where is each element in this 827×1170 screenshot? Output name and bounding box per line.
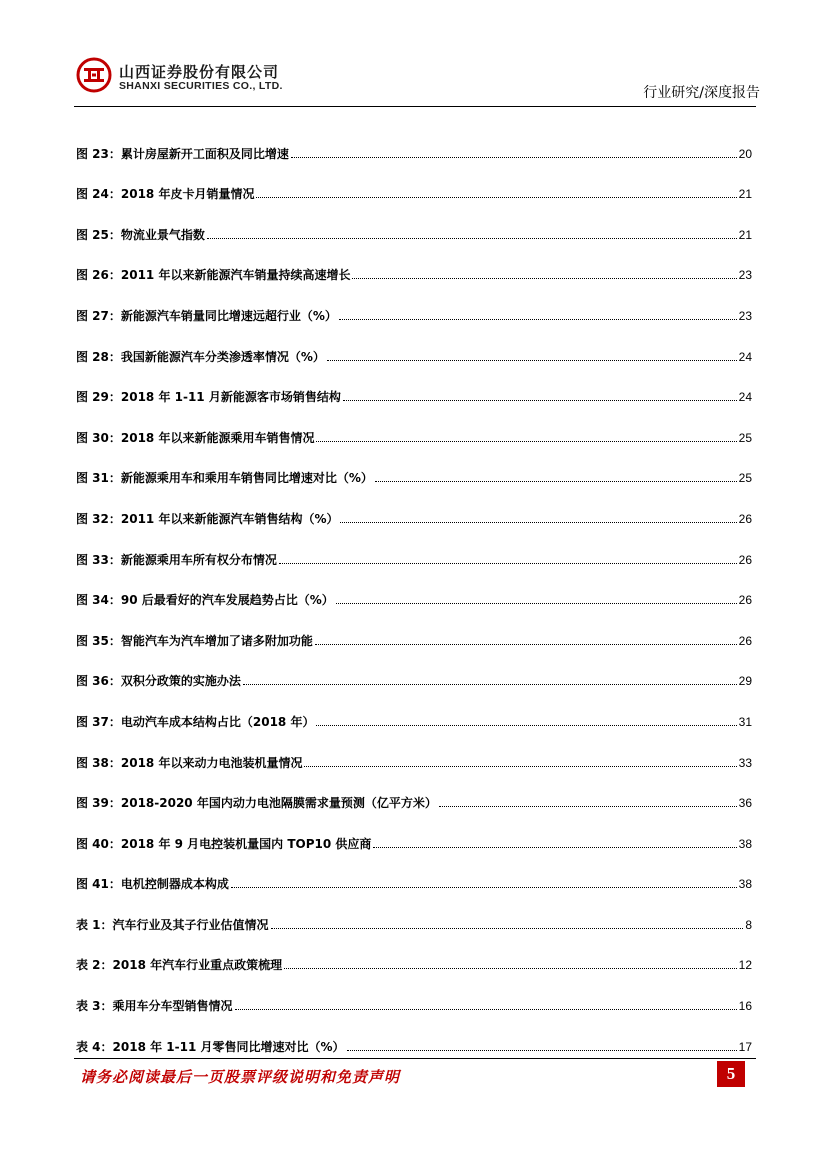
toc-entry[interactable]	[76, 607, 752, 648]
toc-entry-title: 图 31：新能源乘用车和乘用车销售同比增速对比（%）	[76, 471, 373, 486]
toc-entry-page: 26	[738, 552, 752, 567]
toc-entry[interactable]	[76, 851, 752, 892]
toc-entry-page: 21	[738, 187, 752, 202]
company-name-cn: 山西证券股份有限公司	[119, 63, 280, 81]
report-type: 行业研究/深度报告	[643, 85, 760, 101]
toc-entry[interactable]	[76, 1013, 752, 1054]
header-divider	[74, 106, 756, 107]
toc-dot-leader	[315, 644, 737, 645]
toc-entry[interactable]	[76, 932, 752, 973]
toc-entry-page: 29	[738, 674, 752, 689]
toc-dot-leader	[340, 522, 736, 523]
toc-dot-leader	[373, 847, 736, 848]
toc-entry[interactable]	[76, 770, 752, 811]
toc-dot-leader	[256, 197, 736, 198]
toc-dot-leader	[343, 400, 737, 401]
disclaimer-text: 请务必阅读最后一页股票评级说明和免责声明	[80, 1068, 401, 1086]
toc-entry-title: 图 35：智能汽车为汽车增加了诸多附加功能	[76, 633, 313, 648]
toc-dot-leader	[316, 441, 736, 442]
toc-entry-page: 17	[738, 1039, 752, 1054]
company-name-en: SHANXI SECURITIES CO., LTD.	[119, 80, 283, 92]
toc-dot-leader	[327, 360, 737, 361]
toc-entry-title: 图 36：双积分政策的实施办法	[76, 674, 241, 689]
toc-entry-page: 24	[738, 390, 752, 405]
toc-dot-leader	[347, 1050, 737, 1051]
toc-entry-title: 图 23：累计房屋新开工面积及同比增速	[76, 146, 289, 161]
toc-dot-leader	[336, 603, 737, 604]
toc-entry[interactable]	[76, 526, 752, 567]
toc-dot-leader	[231, 887, 737, 888]
toc-entry[interactable]	[76, 485, 752, 526]
toc-entry-page: 31	[738, 714, 752, 729]
toc-entry-page: 26	[738, 593, 752, 608]
toc-dot-leader	[279, 563, 737, 564]
toc-entry-page: 25	[738, 430, 752, 445]
toc-entry[interactable]	[76, 972, 752, 1013]
toc-entry-title: 图 32：2011 年以来新能源汽车销售结构（%）	[76, 511, 339, 526]
toc-entry-page: 23	[738, 268, 752, 283]
toc-entry[interactable]	[76, 242, 752, 283]
toc-entry-page: 38	[738, 877, 752, 892]
toc-entry[interactable]	[76, 567, 752, 608]
toc-dot-leader	[243, 684, 737, 685]
toc-entry-page: 24	[738, 349, 752, 364]
toc-entry[interactable]	[76, 323, 752, 364]
toc-entry[interactable]	[76, 648, 752, 689]
toc-entry-title: 图 40：2018 年 9 月电控装机量国内 TOP10 供应商	[76, 836, 372, 851]
toc-entry-title: 图 30：2018 年以来新能源乘用车销售情况	[76, 430, 315, 445]
toc-entry-title: 表 1：汽车行业及其子行业估值情况	[76, 917, 269, 932]
toc-entry-page: 36	[738, 796, 752, 811]
toc-entry-page: 21	[738, 227, 752, 242]
toc-entry-title: 图 25：物流业景气指数	[76, 227, 205, 242]
toc-entry-page: 38	[738, 836, 752, 851]
toc-dot-leader	[316, 725, 736, 726]
toc-entry-page: 23	[738, 308, 752, 323]
toc-entry-title: 表 2：2018 年汽车行业重点政策梳理	[76, 958, 283, 973]
page-number: 5	[717, 1061, 745, 1087]
toc-entry-page: 20	[738, 146, 752, 161]
toc-entry[interactable]	[76, 810, 752, 851]
toc-entry-title: 图 26：2011 年以来新能源汽车销量持续高速增长	[76, 268, 351, 283]
toc-entry-title: 图 28：我国新能源汽车分类渗透率情况（%）	[76, 349, 325, 364]
toc-entry[interactable]	[76, 282, 752, 323]
toc-entry-page: 12	[738, 958, 752, 973]
toc-entry[interactable]	[76, 201, 752, 242]
toc-entry-title: 表 4：2018 年 1-11 月零售同比增速对比（%）	[76, 1039, 345, 1054]
toc-entry[interactable]	[76, 891, 752, 932]
toc-entry-page: 16	[738, 999, 752, 1014]
toc-dot-leader	[271, 928, 744, 929]
toc-entry[interactable]	[76, 120, 752, 161]
toc-entry-page: 25	[738, 471, 752, 486]
toc-entry-title: 图 24：2018 年皮卡月销量情况	[76, 187, 255, 202]
toc-dot-leader	[304, 766, 736, 767]
toc-dot-leader	[291, 157, 737, 158]
toc-dot-leader	[352, 278, 736, 279]
toc-entry-title: 图 29：2018 年 1-11 月新能源客市场销售结构	[76, 390, 341, 405]
toc-entry-title: 图 38：2018 年以来动力电池装机量情况	[76, 755, 303, 770]
toc-entry-title: 图 27：新能源汽车销量同比增速远超行业（%）	[76, 308, 337, 323]
toc-entry-title: 图 37：电动汽车成本结构占比（2018 年）	[76, 714, 315, 729]
toc-dot-leader	[284, 968, 737, 969]
toc-entry-page: 8	[745, 917, 752, 932]
table-of-contents	[76, 120, 752, 1054]
toc-entry[interactable]	[76, 729, 752, 770]
toc-entry-title: 图 39：2018-2020 年国内动力电池隔膜需求量预测（亿平方米）	[76, 796, 437, 811]
toc-dot-leader	[235, 1009, 737, 1010]
page-header	[76, 52, 760, 104]
toc-entry[interactable]	[76, 161, 752, 202]
toc-entry-page: 26	[738, 511, 752, 526]
toc-entry-page: 26	[738, 633, 752, 648]
toc-entry-page: 33	[738, 755, 752, 770]
toc-dot-leader	[207, 238, 737, 239]
toc-dot-leader	[439, 806, 737, 807]
footer-divider	[74, 1058, 756, 1059]
toc-entry[interactable]	[76, 445, 752, 486]
toc-entry[interactable]	[76, 364, 752, 405]
company-logo-icon	[76, 57, 112, 93]
toc-entry-title: 图 34：90 后最看好的汽车发展趋势占比（%）	[76, 593, 334, 608]
toc-entry-title: 图 33：新能源乘用车所有权分布情况	[76, 552, 277, 567]
toc-dot-leader	[339, 319, 737, 320]
toc-entry[interactable]	[76, 404, 752, 445]
toc-dot-leader	[375, 481, 737, 482]
toc-entry-title: 图 41：电机控制器成本构成	[76, 877, 229, 892]
toc-entry-title: 表 3：乘用车分车型销售情况	[76, 999, 233, 1014]
toc-entry[interactable]	[76, 688, 752, 729]
